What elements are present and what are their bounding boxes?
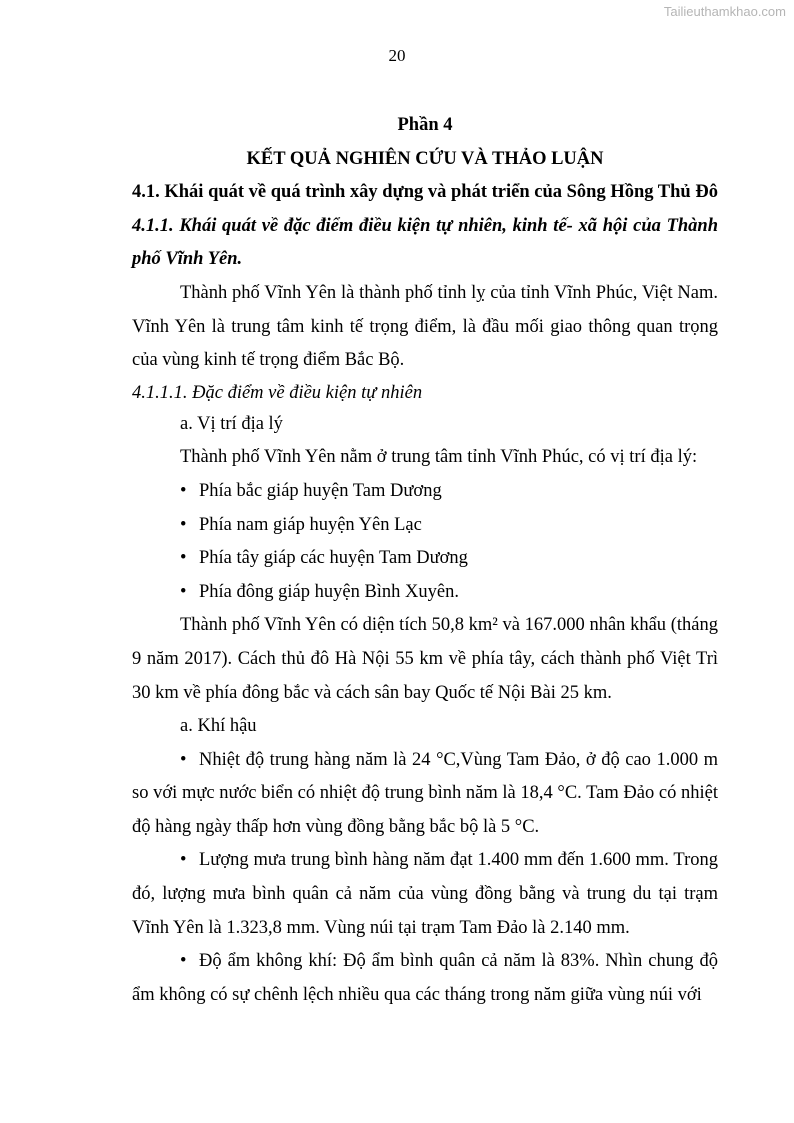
climate-item: • Lượng mưa trung bình hàng năm đạt 1.400 mm đến 1.600 mm. Trong đó, lượng mưa bình quân cả năm của vùng đồng bằng và trung du tại trạm Vĩnh Yên là 1.323,8 mm. Vùng núi tại trạm Tam Đảo là 2.140 mm. [132,844,718,945]
bullet-icon: • [180,581,187,602]
intro-paragraph: Thành phố Vĩnh Yên là thành phố tỉnh lỵ của tỉnh Vĩnh Phúc, Việt Nam. Vĩnh Yên là trung tâm kinh tế trọng điểm, là đầu mối giao thông quan trọng của vùng kinh tế trọng điểm Bắc Bộ. [132,282,718,371]
list-item: • Phía nam giáp huyện Yên Lạc [132,509,718,543]
climate-item: • Độ ẩm không khí: Độ ẩm bình quân cả năm là 83%. Nhìn chung độ ẩm không có sự chênh lệch nhiều qua các tháng trong năm giữa vùng núi với [132,945,718,1012]
watermark: Tailieuthamkhao.com [663,4,786,19]
document-body [132,109,718,1012]
list-item: • Phía tây giáp các huyện Tam Dương [132,542,718,576]
bullet-icon: • [180,548,187,569]
climate-heading: a. Khí hậu [180,716,257,737]
geo-intro: Thành phố Vĩnh Yên nằm ở trung tâm tỉnh Vĩnh Phúc, có vị trí địa lý: [180,447,698,468]
bullet-icon: • [180,480,187,501]
page-number: 20 [388,46,406,65]
list-item: • Phía bắc giáp huyện Tam Dương [132,475,718,509]
bullet-icon: • [180,514,187,535]
bullet-icon: • [180,749,187,770]
area-paragraph: Thành phố Vĩnh Yên có diện tích 50,8 km² và 167.000 nhân khẩu (tháng 9 năm 2017). Cách thủ đô Hà Nội 55 km về phía tây, cách thành phố Việt Trì 30 km về phía đông bắc và cách sân bay Quốc tế Nội Bài 25 km. [132,615,718,703]
section-heading-4-1-1-1: 4.1.1.1. Đặc điểm về điều kiện tự nhiên [132,382,423,403]
geo-heading: a. Vị trí địa lý [180,413,283,434]
chapter-title: KẾT QUẢ NGHIÊN CỨU VÀ THẢO LUẬN [246,148,604,169]
list-item: • Phía đông giáp huyện Bình Xuyên. [132,576,718,610]
part-title: Phần 4 [397,115,453,135]
climate-item: • Nhiệt độ trung hàng năm là 24 °C,Vùng Tam Đảo, ở độ cao 1.000 m so với mực nước biển có nhiệt độ trung bình năm là 18,4 °C. Tam Đảo có nhiệt độ hàng ngày thấp hơn vùng đồng bằng bắc bộ là 5 °C. [132,744,718,845]
bullet-icon: • [180,951,187,972]
section-heading-4-1: 4.1. Khái quát về quá trình xây dựng và phát triển của Sông Hồng Thủ Đô [132,182,718,203]
section-heading-4-1-1: 4.1.1. Khái quát về đặc điểm điều kiện tự nhiên, kinh tế- xã hội của Thành phố Vĩnh Yên. [132,215,718,270]
bullet-icon: • [180,850,187,871]
